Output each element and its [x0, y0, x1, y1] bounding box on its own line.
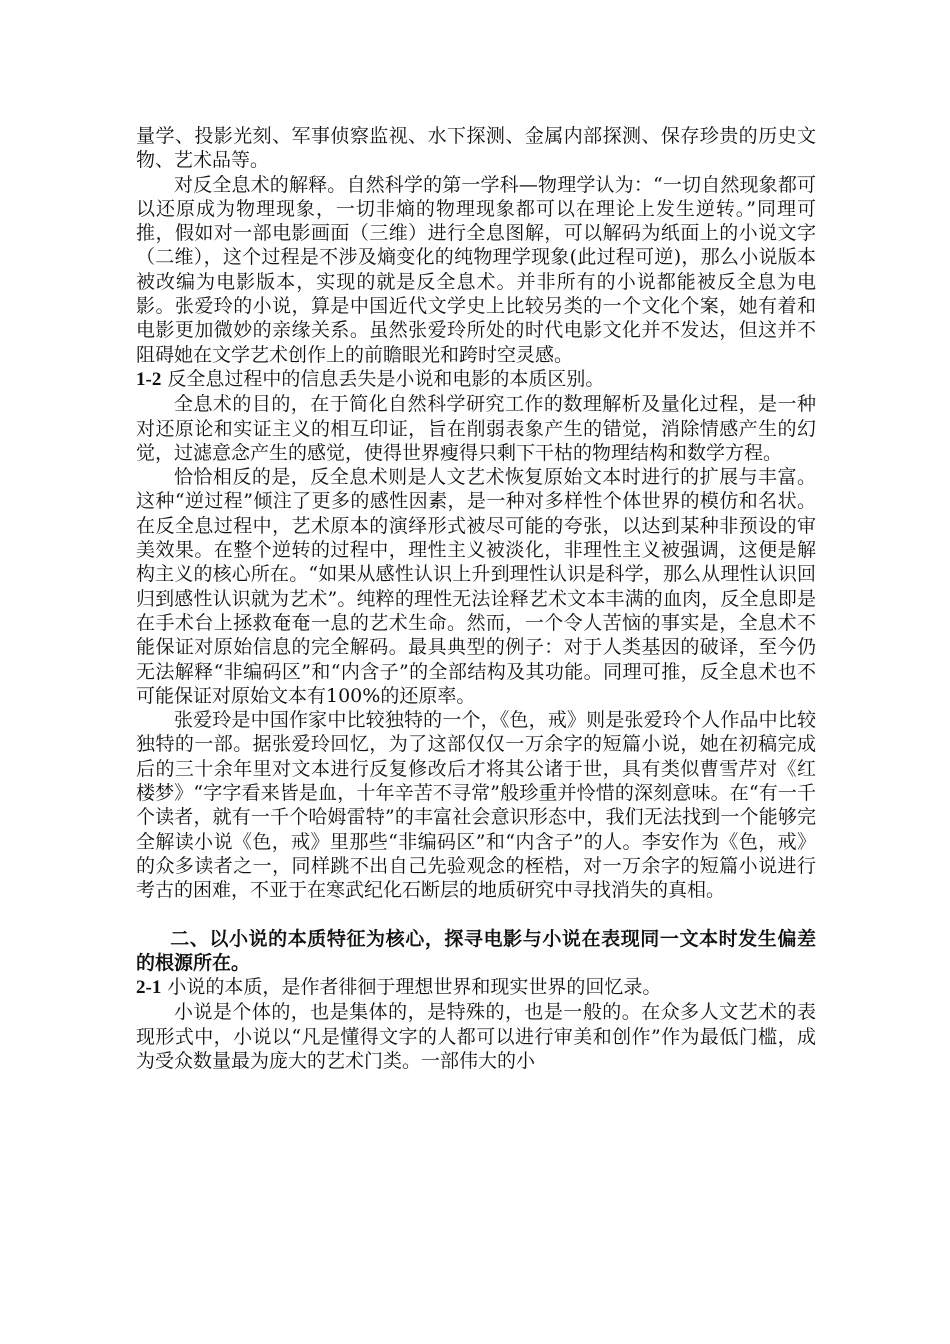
heading-2-1-text: 小说的本质，是作者徘徊于理想世界和现实世界的回忆录。: [161, 976, 662, 999]
heading-2-1-number: 2-1: [136, 977, 162, 999]
heading-1-2: [136, 367, 816, 392]
section-two-title: 二、以小说的本质特征为核心，探寻电影与小说在表现同一文本时发生偏差的根源所在。: [136, 927, 816, 974]
reverse-holography-paragraph: 对反全息术的解释。自然科学的第一学科—物理学认为：“一切自然现象都可以还原成为物理现象，一切非熵的物理现象都可以在理论上发生逆转。”同理可推，假如对一部电影画面（三维）进行全息图解，可以解码为纸面上的小说文字（二维），这个过程是不涉及熵变化的纯物理学现象(此过程可逆)，那么小说版本被改编为电影版本，实现的就是反全息术。并非所有的小说都能被反全息为电影。张爱玲的小说，算是中国近代文学史上比较另类的一个文化个案，她有着和电影更加微妙的亲缘关系。虽然张爱玲所处的时代电影文化并不发达，但这并不阻碍她在文学艺术创作上的前瞻眼光和跨时空灵感。: [136, 173, 816, 366]
heading-1-2-text: 反全息过程中的信息丢失是小说和电影的本质区别。: [161, 367, 605, 390]
heading-2-1: [136, 975, 816, 1000]
contrary-paragraph: 恰恰相反的是，反全息术则是人文艺术恢复原始文本时进行的扩展与丰富。这种“逆过程”倾注了更多的感性因素，是一种对多样性个体世界的模仿和名状。在反全息过程中，艺术原本的演绎形式被尽可能的夸张，以达到某种非预设的审美效果。在整个逆转的过程中，理性主义被淡化，非理性主义被强调，这便是解构主义的核心所在。“如果从感性认识上升到理性认识是科学，那么从理性认识回归到感性认识就为艺术”。纯粹的理性无法诠释艺术文本丰满的血肉，反全息即是在手术台上拯救奄奄一息的艺术生命。然而，一个令人苦恼的事实是，全息术不能保证对原始信息的完全解码。最具典型的例子：对于人类基因的破译，至今仍无法解释“非编码区”和“内含子”的全部结构及其功能。同理可推，反全息术也不可能保证对原始文本有100%的还原率。: [136, 466, 816, 707]
novel-nature-paragraph: 小说是个体的，也是集体的，是特殊的，也是一般的。在众多人文艺术的表现形式中，小说以“凡是懂得文字的人都可以进行审美和创作”作为最低门槛，成为受众数量最为庞大的艺术门类。一部伟大的小: [136, 1001, 816, 1072]
document-page: [136, 124, 816, 1073]
intro-tail-paragraph: 量学、投影光刻、军事侦察监视、水下探测、金属内部探测、保存珍贵的历史文物、艺术品等。: [136, 125, 816, 172]
holography-purpose-paragraph: 全息术的目的，在于简化自然科学研究工作的数理解析及量化过程，是一种对还原论和实证主义的相互印证，旨在削弱表象产生的错觉，消除情感产生的幻觉，过滤意念产生的感觉，使得世界瘦得只剩下干枯的物理结构和数学方程。: [136, 393, 816, 464]
heading-1-2-number: 1-2: [136, 368, 162, 390]
zhang-ailing-paragraph: 张爱玲是中国作家中比较独特的一个，《色，戒》则是张爱玲个人作品中比较独特的一部。据张爱玲回忆，为了这部仅仅一万余字的短篇小说，她在初稿完成后的三十余年里对文本进行反复修改后才将其公诸于世，具有类似曹雪芹对《红楼梦》“字字看来皆是血，十年辛苦不寻常”般珍重并怜惜的深刻意味。在“有一千个读者，就有一千个哈姆雷特”的丰富社会意识形态中，我们无法找到一个能够完全解读小说《色，戒》里那些“非编码区”和“内含子”的人。李安作为《色，戒》的众多读者之一，同样跳不出自己先验观念的桎梏，对一万余字的短篇小说进行考古的困难，不亚于在寒武纪化石断层的地质研究中寻找消失的真相。: [136, 709, 816, 902]
